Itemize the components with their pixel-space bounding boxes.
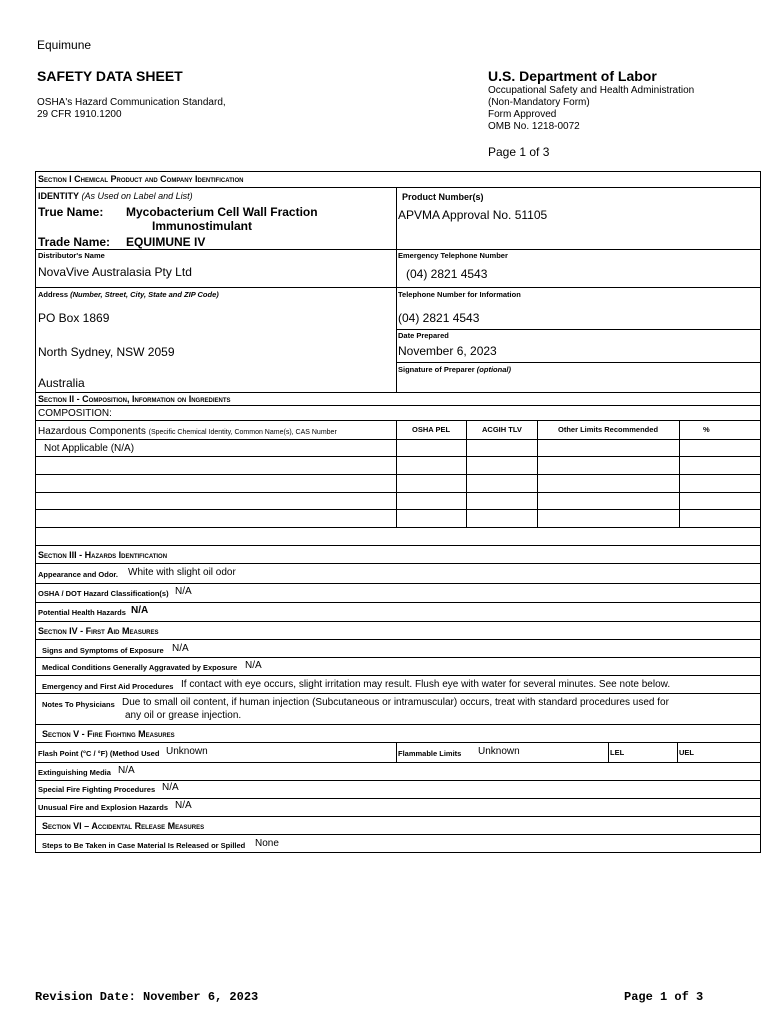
department-title: U.S. Department of Labor xyxy=(488,68,657,84)
appearance-value: White with slight oil odor xyxy=(128,567,236,578)
health-hazards-label: Potential Health Hazards xyxy=(38,608,126,617)
form-type: (Non-Mandatory Form) xyxy=(488,97,590,108)
product-number-label: Product Number(s) xyxy=(402,192,484,202)
address-label: Address xyxy=(38,290,69,299)
form-approved: Form Approved xyxy=(488,109,557,120)
company-name: Equimune xyxy=(37,38,92,52)
product-number-value: APVMA Approval No. 51105 xyxy=(398,208,548,222)
section-1-heading: Section I Chemical Product and Company Identification xyxy=(38,174,244,184)
col-percent: % xyxy=(703,425,710,434)
uel-label: UEL xyxy=(679,748,694,757)
signs-label: Signs and Symptoms of Exposure xyxy=(42,646,164,655)
identity-label-row xyxy=(38,191,193,201)
emergency-phone-label: Emergency Telephone Number xyxy=(398,251,508,260)
identity-note: (As Used on Label and List) xyxy=(81,191,193,201)
document-title: SAFETY DATA SHEET xyxy=(37,68,183,84)
signature-label-row xyxy=(398,365,511,374)
distributor-value: NovaVive Australasia Pty Ltd xyxy=(38,265,192,279)
extinguishing-label: Extinguishing Media xyxy=(38,768,111,777)
notes-physicians-value-1: Due to small oil content, if human injection (Subcutaneous or intramuscular) occurs, treat with standard procedures used for xyxy=(122,697,669,708)
hazardous-label: Hazardous Components xyxy=(38,426,146,437)
flash-point-value: Unknown xyxy=(166,746,208,757)
section-6-heading: Section VI – Accidental Release Measures xyxy=(42,821,205,831)
address-line-1: PO Box 1869 xyxy=(38,311,110,325)
first-aid-value: If contact with eye occurs, slight irritation may result. Flush eye with water for several minutes. See note below. xyxy=(181,679,671,690)
revision-date: Revision Date: November 6, 2023 xyxy=(35,990,259,1004)
composition-label: COMPOSITION: xyxy=(38,408,112,419)
footer-page-indicator: Page 1 of 3 xyxy=(624,990,704,1004)
trade-name-label: Trade Name: xyxy=(38,235,111,249)
address-note: (Number, Street, City, State and ZIP Code) xyxy=(70,290,219,299)
release-steps-label: Steps to Be Taken in Case Material Is Released or Spilled xyxy=(42,841,246,850)
section-2-heading: Section II - Composition, Information on Ingredients xyxy=(38,394,231,404)
classification-label: OSHA / DOT Hazard Classification(s) xyxy=(38,589,169,598)
address-label-row xyxy=(38,290,219,299)
agency-name: Occupational Safety and Health Administration xyxy=(488,85,695,96)
notes-physicians-label: Notes To Physicians xyxy=(42,700,115,709)
telephone-info-label: Telephone Number for Information xyxy=(398,290,521,299)
true-name-value-2: Immunostimulant xyxy=(152,219,253,233)
section-4-heading: Section IV - First Aid Measures xyxy=(38,626,159,636)
table-row: Not Applicable (N/A) xyxy=(44,443,135,454)
signature-label: Signature of Preparer xyxy=(398,365,475,374)
flash-point-label: Flash Point (°C / °F) (Method Used xyxy=(38,749,160,758)
release-steps-value: None xyxy=(255,838,279,849)
col-acgih-tlv: ACGIH TLV xyxy=(482,425,522,434)
distributor-label: Distributor's Name xyxy=(38,251,105,260)
section-3-heading: Section III - Hazards Identification xyxy=(38,550,168,560)
identity-label: IDENTITY xyxy=(38,191,80,201)
hazardous-components-row xyxy=(38,426,337,437)
appearance-label: Appearance and Odor. xyxy=(38,570,119,579)
flammable-limits-label: Flammable Limits xyxy=(398,749,462,758)
medical-conditions-value: N/A xyxy=(245,660,262,671)
unusual-hazards-label: Unusual Fire and Explosion Hazards xyxy=(38,803,169,812)
section-5-heading: Section V - Fire Fighting Measures xyxy=(42,729,175,739)
medical-conditions-label: Medical Conditions Generally Aggravated by Exposure xyxy=(42,663,238,672)
true-name-value-1: Mycobacterium Cell Wall Fraction xyxy=(126,205,318,219)
first-aid-label: Emergency and First Aid Procedures xyxy=(42,682,174,691)
unusual-hazards-value: N/A xyxy=(175,800,192,811)
classification-value: N/A xyxy=(175,586,192,597)
flammable-limits-value: Unknown xyxy=(478,746,520,757)
hazardous-note: (Specific Chemical Identity, Common Name(s), CAS Number xyxy=(148,429,337,436)
special-procedures-label: Special Fire Fighting Procedures xyxy=(38,785,156,794)
standard-line-2: 29 CFR 1910.1200 xyxy=(37,109,122,120)
lel-label: LEL xyxy=(610,748,625,757)
page-indicator: Page 1 of 3 xyxy=(488,145,550,159)
telephone-info-value: (04) 2821 4543 xyxy=(398,311,480,325)
true-name-label: True Name: xyxy=(38,205,104,219)
signature-note: (optional) xyxy=(476,365,511,374)
date-prepared-value: November 6, 2023 xyxy=(398,344,497,358)
address-line-2: North Sydney, NSW 2059 xyxy=(38,345,175,359)
notes-physicians-value-2: any oil or grease injection. xyxy=(125,710,242,721)
trade-name-value: EQUIMUNE IV xyxy=(126,235,206,249)
col-osha-pel: OSHA PEL xyxy=(412,425,451,434)
special-procedures-value: N/A xyxy=(162,782,179,793)
emergency-phone-value: (04) 2821 4543 xyxy=(406,267,488,281)
address-line-3: Australia xyxy=(38,376,85,390)
health-hazards-value: N/A xyxy=(131,605,149,616)
col-other-limits: Other Limits Recommended xyxy=(558,425,659,434)
omb-number: OMB No. 1218-0072 xyxy=(488,121,580,132)
extinguishing-value: N/A xyxy=(118,765,135,776)
date-prepared-label: Date Prepared xyxy=(398,331,449,340)
standard-line-1: OSHA's Hazard Communication Standard, xyxy=(37,97,226,108)
signs-value: N/A xyxy=(172,643,189,654)
